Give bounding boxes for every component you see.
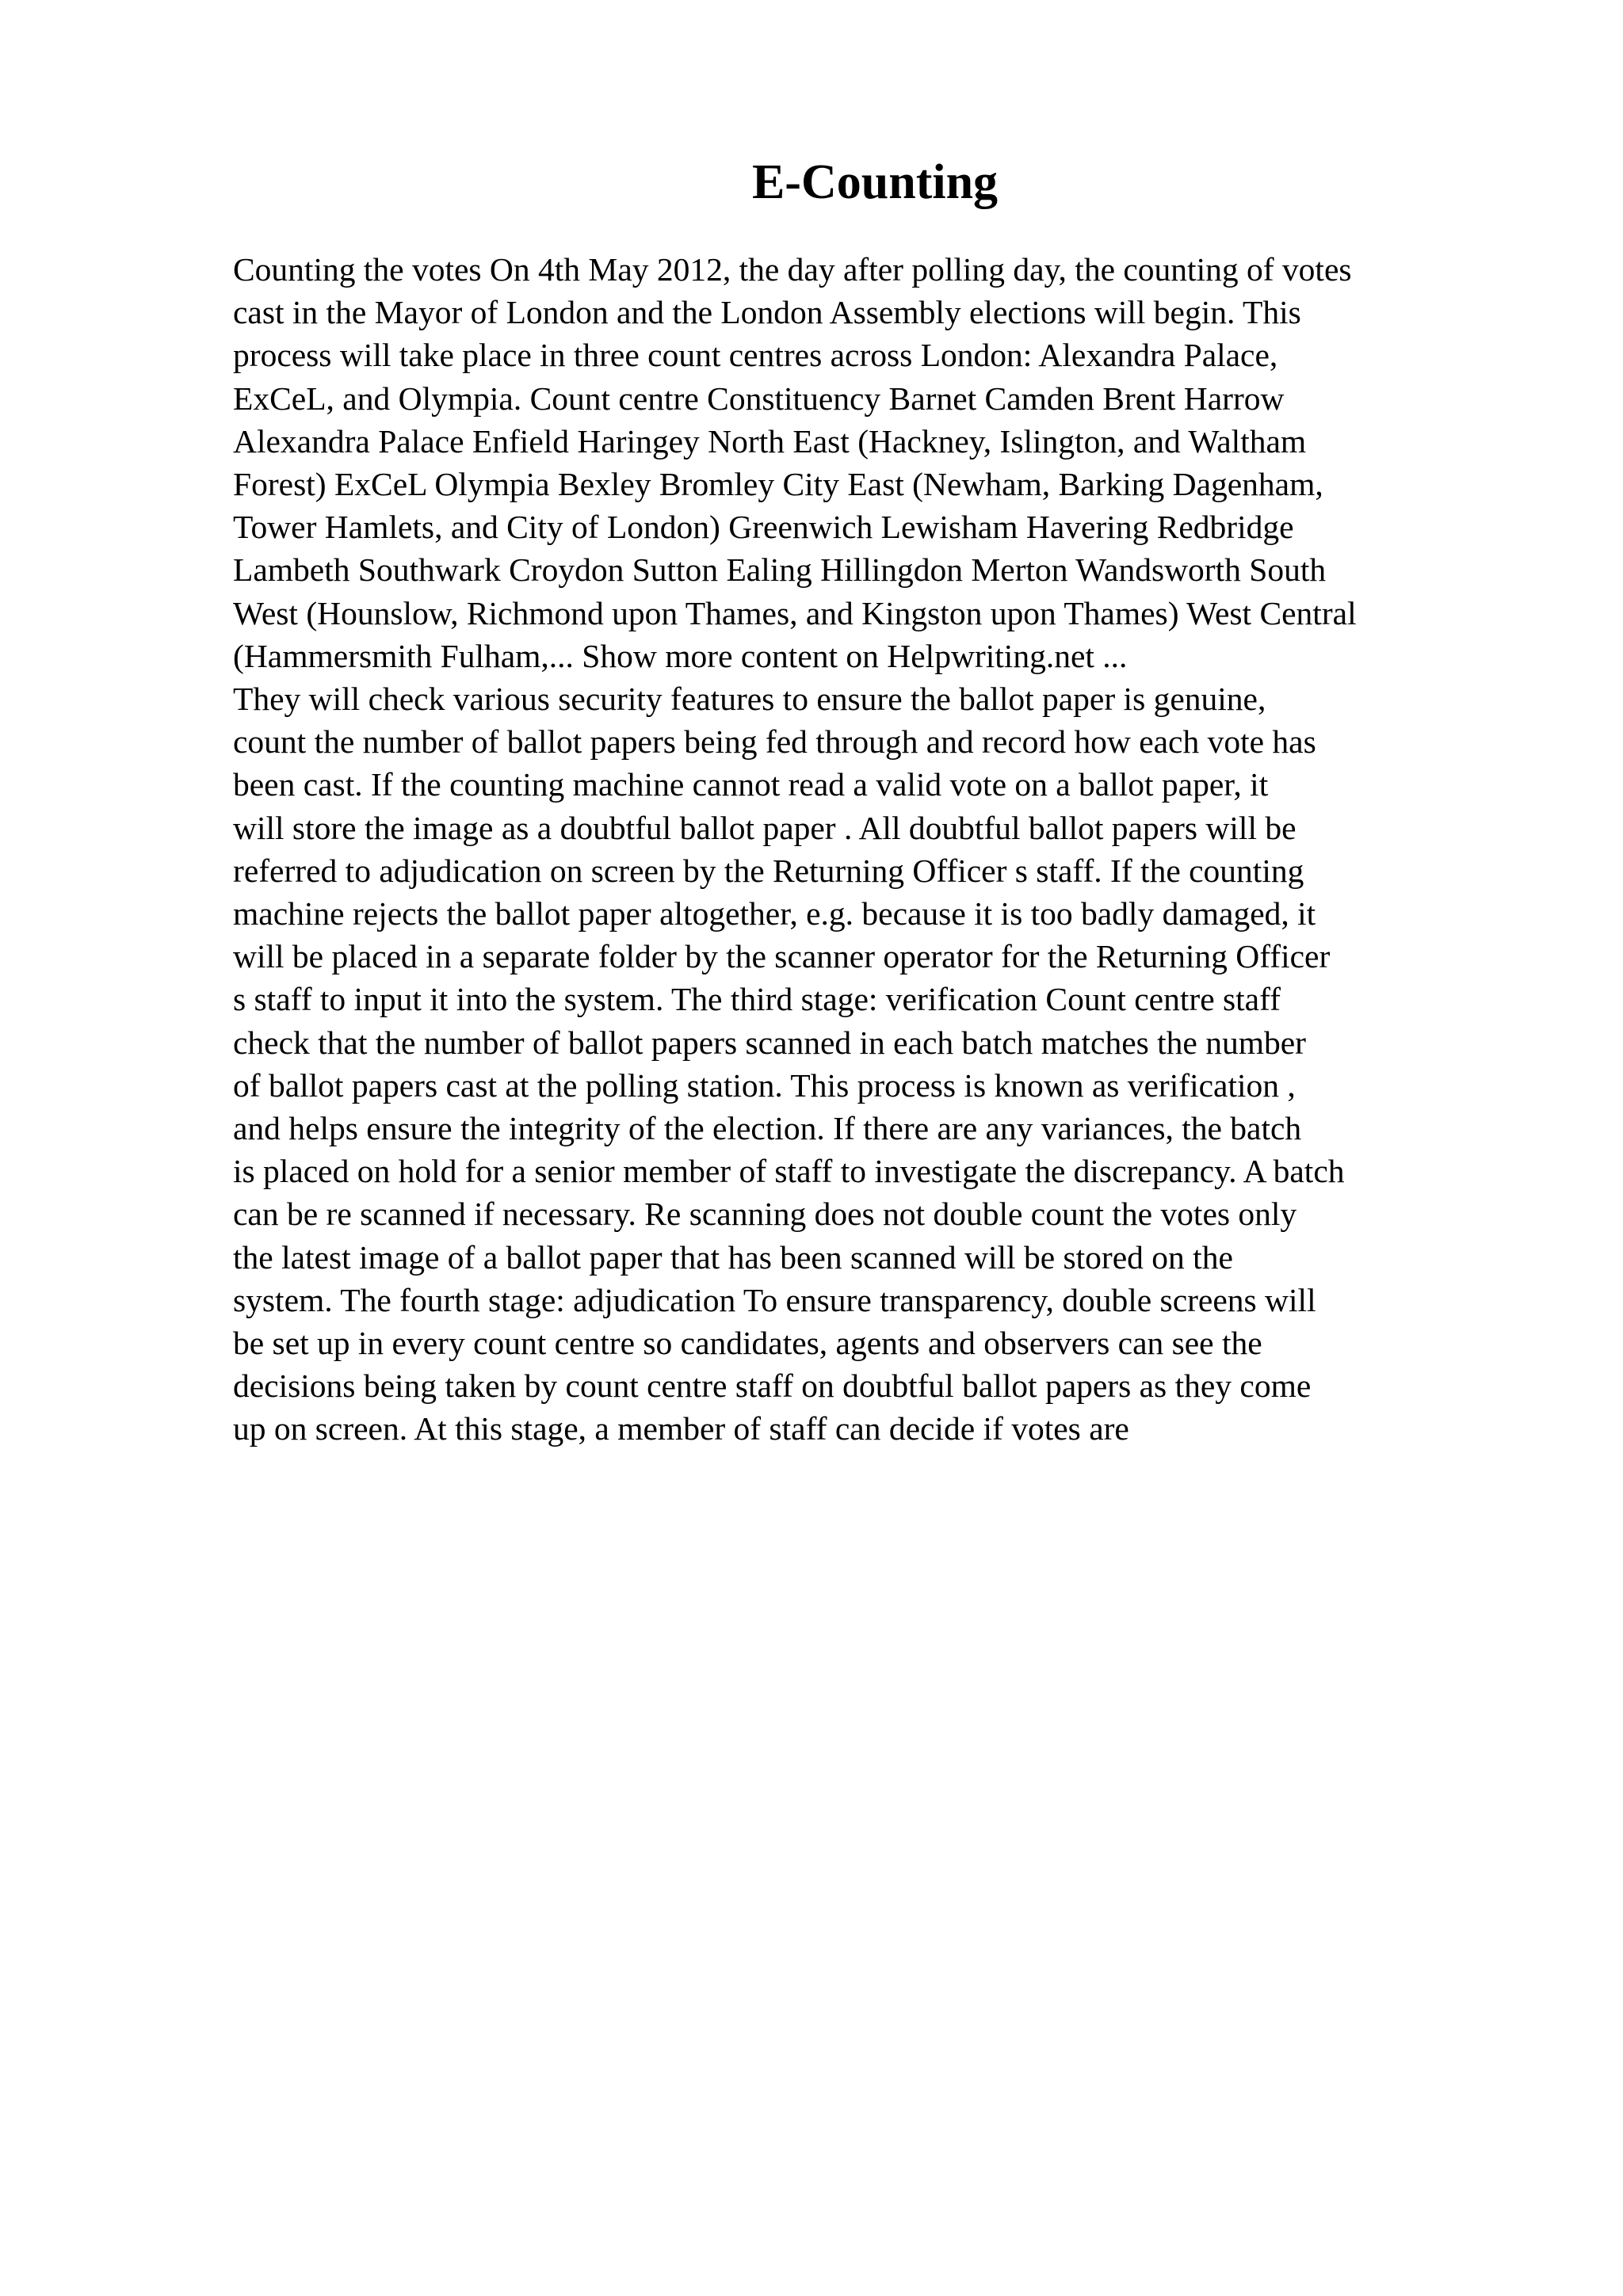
- text-line: the latest image of a ballot paper that has been scanned will be stored on the: [233, 1238, 1233, 1276]
- text-line: (Hammersmith Fulham,... Show more content on Helpwriting.net ...: [233, 637, 1128, 674]
- text-line: Lambeth Southwark Croydon Sutton Ealing Hillingdon Merton Wandsworth South: [233, 551, 1327, 589]
- text-line: ExCeL, and Olympia. Count centre Constituency Barnet Camden Brent Harrow: [233, 379, 1285, 417]
- text-line: be set up in every count centre so candidates, agents and observers can see the: [233, 1325, 1262, 1362]
- text-line: Counting the votes On 4th May 2012, the day after polling day, the counting of votes: [233, 251, 1352, 288]
- text-line: Tower Hamlets, and City of London) Greenwich Lewisham Havering Redbridge: [233, 509, 1294, 546]
- text-line: West (Hounslow, Richmond upon Thames, and Kingston upon Thames) West Central: [233, 594, 1357, 631]
- text-line: will be placed in a separate folder by the scanner operator for the Returning Officer: [233, 938, 1331, 975]
- text-line: referred to adjudication on screen by the Returning Officer s staff. If the counting: [233, 852, 1304, 889]
- document-body: [233, 248, 1533, 1451]
- text-line: Forest) ExCeL Olympia Bexley Bromley City East (Newham, Barking Dagenham,: [233, 466, 1323, 503]
- text-line: Alexandra Palace Enfield Haringey North East (Hackney, Islington, and Waltham: [233, 422, 1307, 460]
- text-line: will store the image as a doubtful ballot paper . All doubtful ballot papers will be: [233, 809, 1296, 846]
- paragraph-1: [233, 248, 1533, 677]
- text-line: up on screen. At this stage, a member of staff can decide if votes are: [233, 1410, 1129, 1447]
- text-line: cast in the Mayor of London and the London Assembly elections will begin. This: [233, 294, 1301, 331]
- text-line: of ballot papers cast at the polling station. This process is known as verification ,: [233, 1066, 1296, 1104]
- text-line: been cast. If the counting machine cannot read a valid vote on a ballot paper, it: [233, 766, 1269, 803]
- text-line: decisions being taken by count centre staff on doubtful ballot papers as they come: [233, 1367, 1312, 1405]
- text-line: can be re scanned if necessary. Re scanning does not double count the votes only: [233, 1196, 1297, 1233]
- text-line: check that the number of ballot papers scanned in each batch matches the number: [233, 1024, 1306, 1061]
- text-line: system. The fourth stage: adjudication To ensure transparency, double screens will: [233, 1281, 1316, 1318]
- paragraph-2: [233, 677, 1533, 1451]
- text-line: They will check various security features to ensure the ballot paper is genuine,: [233, 681, 1266, 718]
- text-line: and helps ensure the integrity of the election. If there are any variances, the batch: [233, 1110, 1302, 1147]
- page-title: E-Counting: [751, 155, 999, 209]
- text-line: is placed on hold for a senior member of staff to investigate the discrepancy. A batch: [233, 1153, 1345, 1190]
- text-line: process will take place in three count centres across London: Alexandra Palace,: [233, 337, 1278, 374]
- text-line: machine rejects the ballot paper altogether, e.g. because it is too badly damaged, it: [233, 895, 1316, 933]
- text-line: count the number of ballot papers being fed through and record how each vote has: [233, 723, 1316, 761]
- text-line: s staff to input it into the system. The third stage: verification Count centre staff: [233, 981, 1281, 1018]
